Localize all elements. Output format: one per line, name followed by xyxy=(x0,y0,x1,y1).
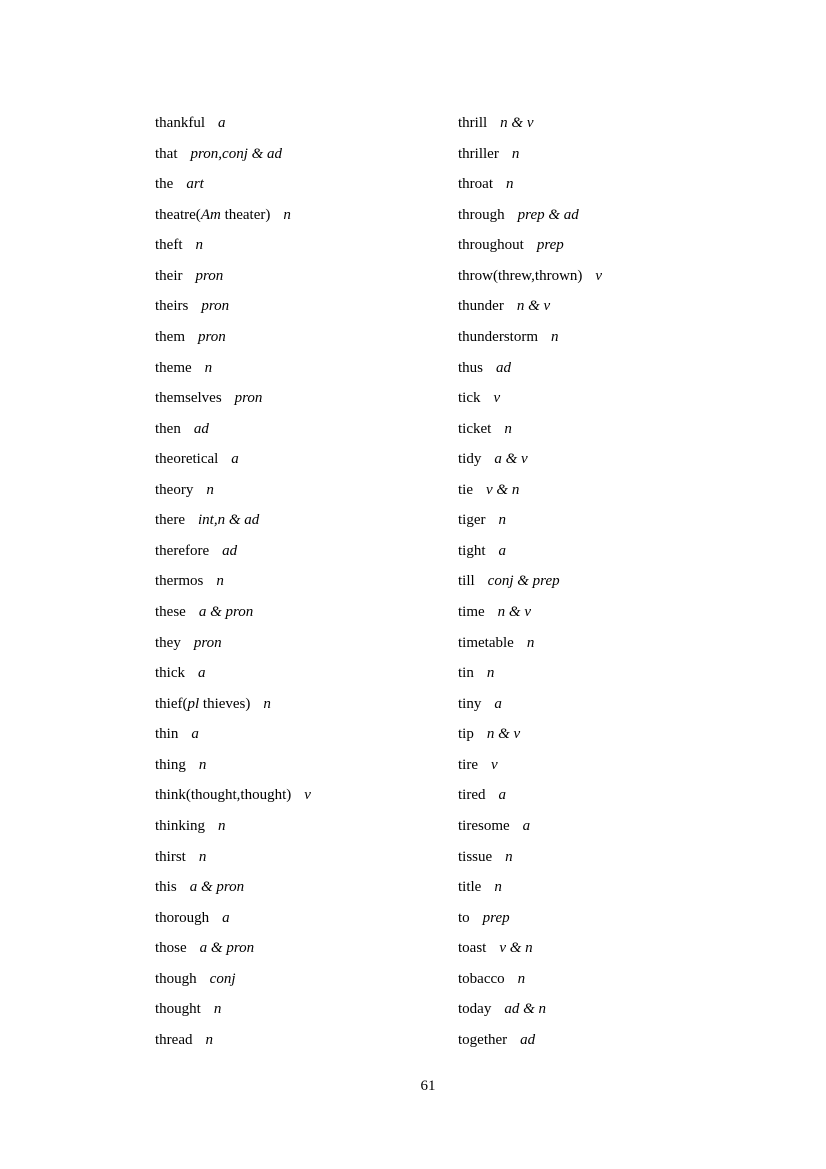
entry-word: tidy xyxy=(458,451,482,468)
list-item xyxy=(155,811,455,842)
entry-word: timetable xyxy=(458,634,514,651)
entry-pos: a xyxy=(198,665,206,682)
entry-pos: int,n & ad xyxy=(197,512,260,529)
entry-word: that xyxy=(155,145,178,162)
entry-pos: n xyxy=(506,176,514,193)
entry-word: tight xyxy=(458,542,486,559)
entry-word: tire xyxy=(458,756,478,773)
entry-pos: prep xyxy=(536,237,564,254)
entry-word: themselves xyxy=(155,390,222,407)
entry-word: therefore xyxy=(155,542,210,559)
list-item xyxy=(155,383,455,414)
entry-pos: a xyxy=(222,909,230,926)
list-item xyxy=(458,780,758,811)
list-item xyxy=(458,200,758,231)
entry-pos: n xyxy=(526,634,535,651)
list-item xyxy=(458,658,758,689)
entry-pos: a xyxy=(218,115,226,131)
entry-pos: conj & prep xyxy=(487,573,560,590)
entry-pos: n & v xyxy=(500,115,534,131)
list-item xyxy=(458,964,758,995)
list-item xyxy=(155,1025,455,1056)
entry-pos: a xyxy=(498,542,507,559)
entry-word: thus xyxy=(458,359,484,376)
list-item xyxy=(458,444,758,475)
entry-word: tired xyxy=(458,787,486,804)
list-item xyxy=(458,566,758,597)
entry-word: then xyxy=(155,420,181,437)
entry-pos: v & n xyxy=(486,481,520,498)
entry-word: thunder xyxy=(458,298,504,315)
entry-pos: a xyxy=(522,817,531,834)
entry-word: theoretical xyxy=(155,451,219,468)
list-item xyxy=(458,628,758,659)
entry-word: thin xyxy=(155,726,179,743)
entry-word: they xyxy=(155,634,181,651)
list-item xyxy=(155,230,455,261)
list-item xyxy=(458,291,758,322)
entry-pos: n xyxy=(198,756,207,773)
entry-pos: art xyxy=(186,176,204,193)
entry-word: thread xyxy=(155,1031,193,1048)
entry-pos: a xyxy=(498,787,506,804)
list-item xyxy=(155,108,455,139)
entry-word: toast xyxy=(458,940,487,957)
entry-pos: pron xyxy=(195,267,224,284)
list-item xyxy=(458,994,758,1025)
entry-pos: a xyxy=(494,695,502,712)
list-item xyxy=(155,597,455,628)
entry-word: think(thought,thought) xyxy=(155,787,292,804)
list-item xyxy=(155,842,455,873)
entry-pos: prep xyxy=(482,909,510,926)
entry-word: thought xyxy=(155,1001,201,1018)
entry-word: there xyxy=(155,512,185,529)
list-item xyxy=(458,933,758,964)
list-item xyxy=(155,353,455,384)
entry-word: theory xyxy=(155,481,194,498)
entry-word: thing xyxy=(155,756,186,773)
list-item xyxy=(458,322,758,353)
entry-word: though xyxy=(155,970,197,987)
entry-word: thorough xyxy=(155,909,210,926)
entry-word: theatre(Am theater) xyxy=(155,206,271,223)
entry-pos: a & pron xyxy=(199,940,255,957)
entry-pos: n xyxy=(551,328,559,345)
entry-pos: pron xyxy=(201,298,230,315)
entry-word: throat xyxy=(458,176,493,193)
entry-pos: n xyxy=(206,481,214,498)
list-item xyxy=(458,230,758,261)
entry-pos: a xyxy=(231,451,239,468)
entry-pos: a & pron xyxy=(189,879,245,896)
list-item xyxy=(458,536,758,567)
list-item xyxy=(155,139,455,170)
list-item xyxy=(155,505,455,536)
list-item xyxy=(458,719,758,750)
entry-word: title xyxy=(458,879,482,896)
entry-pos: pron xyxy=(198,328,226,345)
entry-pos: n & v xyxy=(516,298,551,315)
entry-word: tip xyxy=(458,726,474,743)
entry-pos: n & v xyxy=(486,726,521,743)
entry-word: those xyxy=(155,940,187,957)
entry-word: thankful xyxy=(155,115,205,131)
list-item xyxy=(155,658,455,689)
list-item xyxy=(155,169,455,200)
entry-pos: pron xyxy=(193,634,222,651)
entry-word: through xyxy=(458,206,505,223)
entry-pos: ad & n xyxy=(504,1001,546,1018)
entry-word: tissue xyxy=(458,848,493,865)
list-item xyxy=(458,597,758,628)
entry-pos: v xyxy=(595,267,603,284)
list-item xyxy=(155,261,455,292)
entry-pos: n xyxy=(504,420,512,437)
entry-word: thief(pl thieves) xyxy=(155,695,251,712)
entry-pos: n xyxy=(494,879,502,896)
list-item xyxy=(155,536,455,567)
list-item xyxy=(458,139,758,170)
entry-word: ticket xyxy=(458,420,492,437)
list-item xyxy=(155,780,455,811)
word-list-column-right xyxy=(458,108,758,1055)
entry-word: this xyxy=(155,879,177,896)
entry-pos: n xyxy=(205,1031,213,1048)
list-item xyxy=(155,414,455,445)
entry-pos: v & n xyxy=(499,940,533,957)
entry-pos: n xyxy=(263,695,271,712)
entry-word: thriller xyxy=(458,145,499,162)
list-item xyxy=(155,322,455,353)
entry-word: theme xyxy=(155,359,192,376)
list-item xyxy=(155,719,455,750)
entry-word: thermos xyxy=(155,573,204,590)
entry-word: thunderstorm xyxy=(458,328,538,345)
entry-word: tiger xyxy=(458,512,486,529)
entry-pos: v xyxy=(493,390,501,407)
entry-word: throughout xyxy=(458,237,524,254)
list-item xyxy=(458,414,758,445)
entry-pos: prep & ad xyxy=(517,206,579,223)
entry-pos: pron,conj & ad xyxy=(190,145,283,162)
entry-pos: ad xyxy=(222,542,238,559)
list-item xyxy=(155,750,455,781)
list-item xyxy=(155,689,455,720)
entry-word: to xyxy=(458,909,470,926)
list-item xyxy=(458,750,758,781)
page-number: 61 xyxy=(420,1078,436,1094)
entry-pos: ad xyxy=(520,1031,536,1048)
list-item xyxy=(458,383,758,414)
entry-word: thick xyxy=(155,665,185,682)
list-item xyxy=(155,444,455,475)
list-item xyxy=(458,1025,758,1056)
entry-pos: n xyxy=(213,1001,222,1018)
list-item xyxy=(155,566,455,597)
entry-pos: n xyxy=(204,359,213,376)
entry-word: tobacco xyxy=(458,970,505,987)
entry-word: tie xyxy=(458,481,473,498)
entry-pos: n xyxy=(283,206,291,223)
entry-word: time xyxy=(458,604,485,620)
entry-pos: n & v xyxy=(497,604,531,620)
entry-pos: n xyxy=(486,665,495,682)
entry-word: today xyxy=(458,1001,492,1018)
entry-pos: a & v xyxy=(494,451,528,468)
entry-word: throw(threw,thrown) xyxy=(458,267,583,284)
entry-word: theirs xyxy=(155,298,189,315)
list-item xyxy=(155,933,455,964)
entry-pos: n xyxy=(505,848,513,865)
list-item xyxy=(458,108,758,139)
list-item xyxy=(155,994,455,1025)
entry-word: these xyxy=(155,604,186,620)
entry-pos: v xyxy=(304,787,311,804)
entry-pos: conj xyxy=(209,970,236,987)
entry-word: theft xyxy=(155,237,183,254)
list-item xyxy=(458,842,758,873)
list-item xyxy=(155,291,455,322)
word-list-column-left xyxy=(155,108,455,1055)
entry-pos: a & pron xyxy=(198,604,254,620)
list-item xyxy=(458,475,758,506)
entry-pos: ad xyxy=(496,359,512,376)
entry-word: tick xyxy=(458,390,481,407)
entry-pos: n xyxy=(198,848,207,865)
entry-word: tiresome xyxy=(458,817,510,834)
entry-word: tin xyxy=(458,665,474,682)
entry-word: thrill xyxy=(458,115,488,131)
entry-pos: n xyxy=(511,145,520,162)
list-item xyxy=(155,628,455,659)
entry-pos: n xyxy=(218,817,226,834)
list-item xyxy=(155,964,455,995)
entry-pos: v xyxy=(491,756,498,773)
list-item xyxy=(155,475,455,506)
entry-word: till xyxy=(458,573,475,590)
entry-pos: ad xyxy=(193,420,209,437)
entry-pos: n xyxy=(195,237,203,254)
list-item xyxy=(458,169,758,200)
list-item xyxy=(458,872,758,903)
entry-pos: n xyxy=(498,512,506,529)
entry-pos: n xyxy=(216,573,224,590)
entry-word: the xyxy=(155,176,174,193)
entry-word: thirst xyxy=(155,848,186,865)
entry-word: together xyxy=(458,1031,508,1048)
entry-word: thinking xyxy=(155,817,206,834)
list-item xyxy=(458,505,758,536)
list-item xyxy=(458,689,758,720)
list-item xyxy=(155,872,455,903)
list-item xyxy=(155,903,455,934)
list-item xyxy=(458,353,758,384)
list-item xyxy=(458,811,758,842)
entry-pos: pron xyxy=(234,390,263,407)
entry-word: them xyxy=(155,328,185,345)
list-item xyxy=(458,903,758,934)
list-item xyxy=(458,261,758,292)
entry-word: tiny xyxy=(458,695,482,712)
entry-pos: a xyxy=(191,726,199,743)
entry-word: their xyxy=(155,267,183,284)
entry-pos: n xyxy=(517,970,526,987)
list-item xyxy=(155,200,455,231)
